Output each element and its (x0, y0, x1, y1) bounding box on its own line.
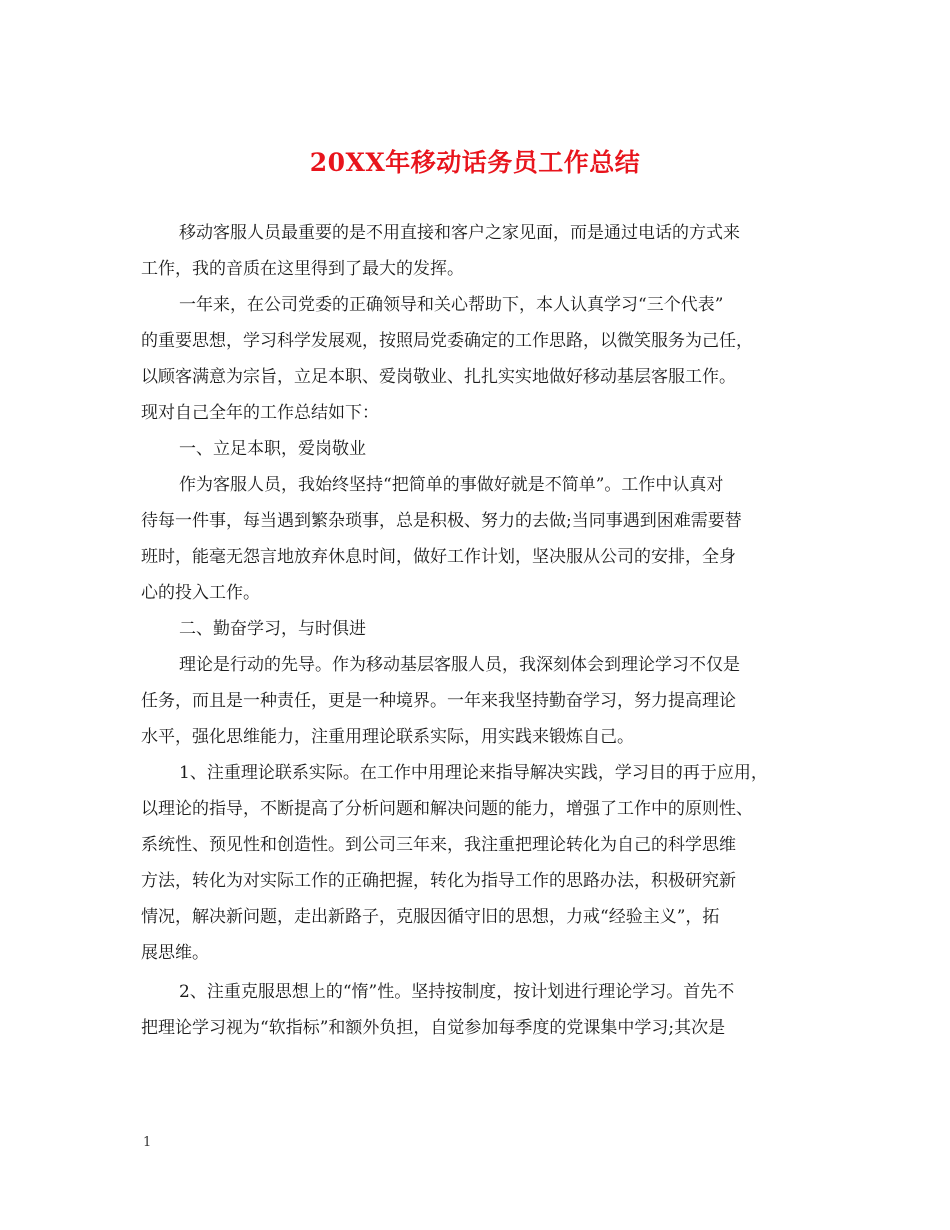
text-line: 情况，解决新问题，走出新路子，克服因循守旧的思想，力戒“经验主义”，拓 (141, 907, 720, 927)
text-line: 作为客服人员，我始终坚持“把简单的事做好就是不简单”。工作中认真对 (179, 475, 724, 495)
text-line: 水平，强化思维能力，注重用理论联系实际，用实践来锻炼自己。 (141, 727, 634, 747)
text-line: 理论是行动的先导。作为移动基层客服人员，我深刻体会到理论学习不仅是 (179, 655, 740, 675)
document-title: 20XX年移动话务员工作总结 (309, 148, 641, 177)
section-heading: 一、立足本职，爱岗敬业 (179, 439, 366, 459)
page-number: 1 (143, 1135, 152, 1150)
text-line: 展思维。 (141, 943, 209, 963)
text-line: 任务，而且是一种责任，更是一种境界。一年来我坚持勤奋学习，努力提高理论 (141, 691, 736, 711)
text-line: 一年来，在公司党委的正确领导和关心帮助下，本人认真学习“三个代表” (179, 295, 724, 315)
section-heading: 二、勤奋学习，与时俱进 (179, 619, 366, 639)
text-line: 系统性、预见性和创造性。到公司三年来，我注重把理论转化为自己的科学思维 (141, 835, 736, 855)
text-line: 工作，我的音质在这里得到了最大的发挥。 (141, 259, 464, 279)
text-line: 待每一件事，每当遇到繁杂琐事，总是积极、努力的去做;当同事遇到困难需要替 (141, 511, 742, 531)
text-line: 班时，能毫无怨言地放弃休息时间，做好工作计划，坚决服从公司的安排，全身 (141, 547, 736, 567)
text-line: 以顾客满意为宗旨，立足本职、爱岗敬业、扎扎实实地做好移动基层客服工作。 (141, 367, 736, 387)
text-line: 方法，转化为对实际工作的正确把握，转化为指导工作的思路办法，积极研究新 (141, 871, 736, 891)
text-line: 心的投入工作。 (141, 583, 260, 603)
text-line: 2、注重克服思想上的“惰”性。坚持按制度，按计划进行理论学习。首先不 (179, 982, 735, 1002)
text-line: 以理论的指导，不断提高了分析问题和解决问题的能力，增强了工作中的原则性、 (141, 799, 753, 819)
text-line: 把理论学习视为“软指标”和额外负担，自觉参加每季度的党课集中学习;其次是 (141, 1018, 726, 1038)
text-line: 的重要思想，学习科学发展观，按照局党委确定的工作思路，以微笑服务为己任， (141, 331, 753, 351)
document-body (141, 215, 806, 1046)
text-line: 移动客服人员最重要的是不用直接和客户之家见面，而是通过电话的方式来 (179, 223, 740, 243)
text-line: 1、注重理论联系实际。在工作中用理论来指导解决实践，学习目的再于应用， (179, 763, 768, 783)
text-line: 现对自己全年的工作总结如下： (141, 403, 379, 423)
